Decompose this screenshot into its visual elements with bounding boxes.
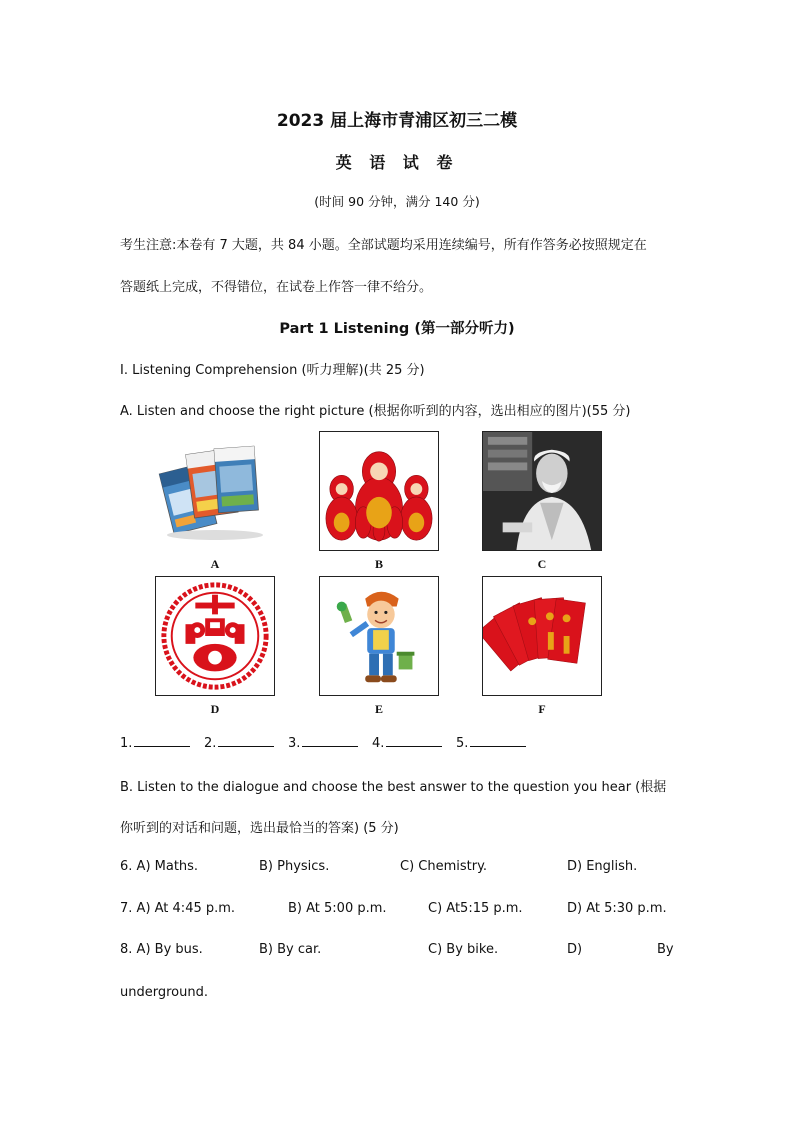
matryoshka-dolls-icon — [320, 432, 438, 550]
answer-blank-5[interactable]: 5. — [456, 735, 526, 751]
option-a: A) By bus. — [136, 942, 203, 957]
mark-twain-portrait-icon — [483, 432, 601, 550]
exam-subtitle: 英 语 试 卷 — [335, 153, 459, 172]
picture-f — [482, 576, 602, 696]
painter-boy-icon — [320, 577, 438, 695]
q8-option-b: B) By car. — [259, 942, 322, 957]
section1-heading: I. Listening Comprehension (听力理解)(共 25 分) — [120, 363, 425, 378]
question-8 — [120, 942, 203, 957]
answer-blank-3[interactable]: 3. — [288, 735, 358, 751]
q8-option-d-continuation: underground. — [120, 985, 208, 1000]
notice-line-2: 答题纸上完成，不得错位，在试卷上作答一律不给分。 — [120, 280, 433, 295]
time-note: (时间 90 分钟，满分 140 分) — [314, 194, 480, 209]
picture-a-label: A — [210, 557, 220, 571]
option-a: A) Maths. — [136, 859, 199, 874]
question-number: 8. — [120, 942, 133, 957]
picture-d-label: D — [210, 702, 220, 716]
question-6 — [120, 859, 198, 874]
q7-option-b: B) At 5:00 p.m. — [288, 901, 387, 916]
picture-f-label: F — [538, 702, 546, 716]
picture-c-label: C — [537, 557, 547, 571]
answer-blank-1[interactable]: 1. — [120, 735, 190, 751]
picture-b — [319, 431, 439, 551]
part1-heading: Part 1 Listening (第一部分听力) — [279, 321, 515, 337]
picture-d — [155, 576, 275, 696]
sectionB-instruction-line-2: 你听到的对话和问题，选出最恰当的答案) (5 分) — [120, 821, 399, 836]
answer-blank-2[interactable]: 2. — [204, 735, 274, 751]
q8-option-d-text: By — [657, 942, 674, 957]
q8-option-d: D) — [567, 942, 583, 957]
q6-option-b: B) Physics. — [259, 859, 330, 874]
q6-option-c: C) Chemistry. — [400, 859, 488, 874]
paper-cutting-icon — [156, 577, 274, 695]
picture-e — [319, 576, 439, 696]
question-number: 7. — [120, 901, 133, 916]
q7-option-d: D) At 5:30 p.m. — [567, 901, 667, 916]
notice-line-1: 考生注意:本卷有 7 大题，共 84 小题。全部试题均采用连续编号，所有作答务必按照规定在 — [120, 238, 647, 253]
q7-option-c: C) At5:15 p.m. — [428, 901, 523, 916]
question-number: 6. — [120, 859, 133, 874]
answer-blank-4[interactable]: 4. — [372, 735, 442, 751]
q8-option-c: C) By bike. — [428, 942, 499, 957]
red-envelopes-icon — [483, 577, 601, 695]
sectionA-instruction: A. Listen and choose the right picture (根据你听到的内容，选出相应的图片)(55 分) — [120, 404, 631, 419]
q6-option-d: D) English. — [567, 859, 638, 874]
travel-guide-books-icon — [155, 431, 275, 551]
picture-e-label: E — [374, 702, 383, 716]
exam-title: 2023 届上海市青浦区初三二模 — [276, 111, 518, 131]
picture-a — [155, 431, 275, 551]
option-a: A) At 4:45 p.m. — [136, 901, 236, 916]
picture-c — [482, 431, 602, 551]
sectionB-instruction-line-1: B. Listen to the dialogue and choose the best answer to the question you hear (根据 — [120, 780, 667, 795]
picture-b-label: B — [374, 557, 383, 571]
question-7 — [120, 901, 235, 916]
